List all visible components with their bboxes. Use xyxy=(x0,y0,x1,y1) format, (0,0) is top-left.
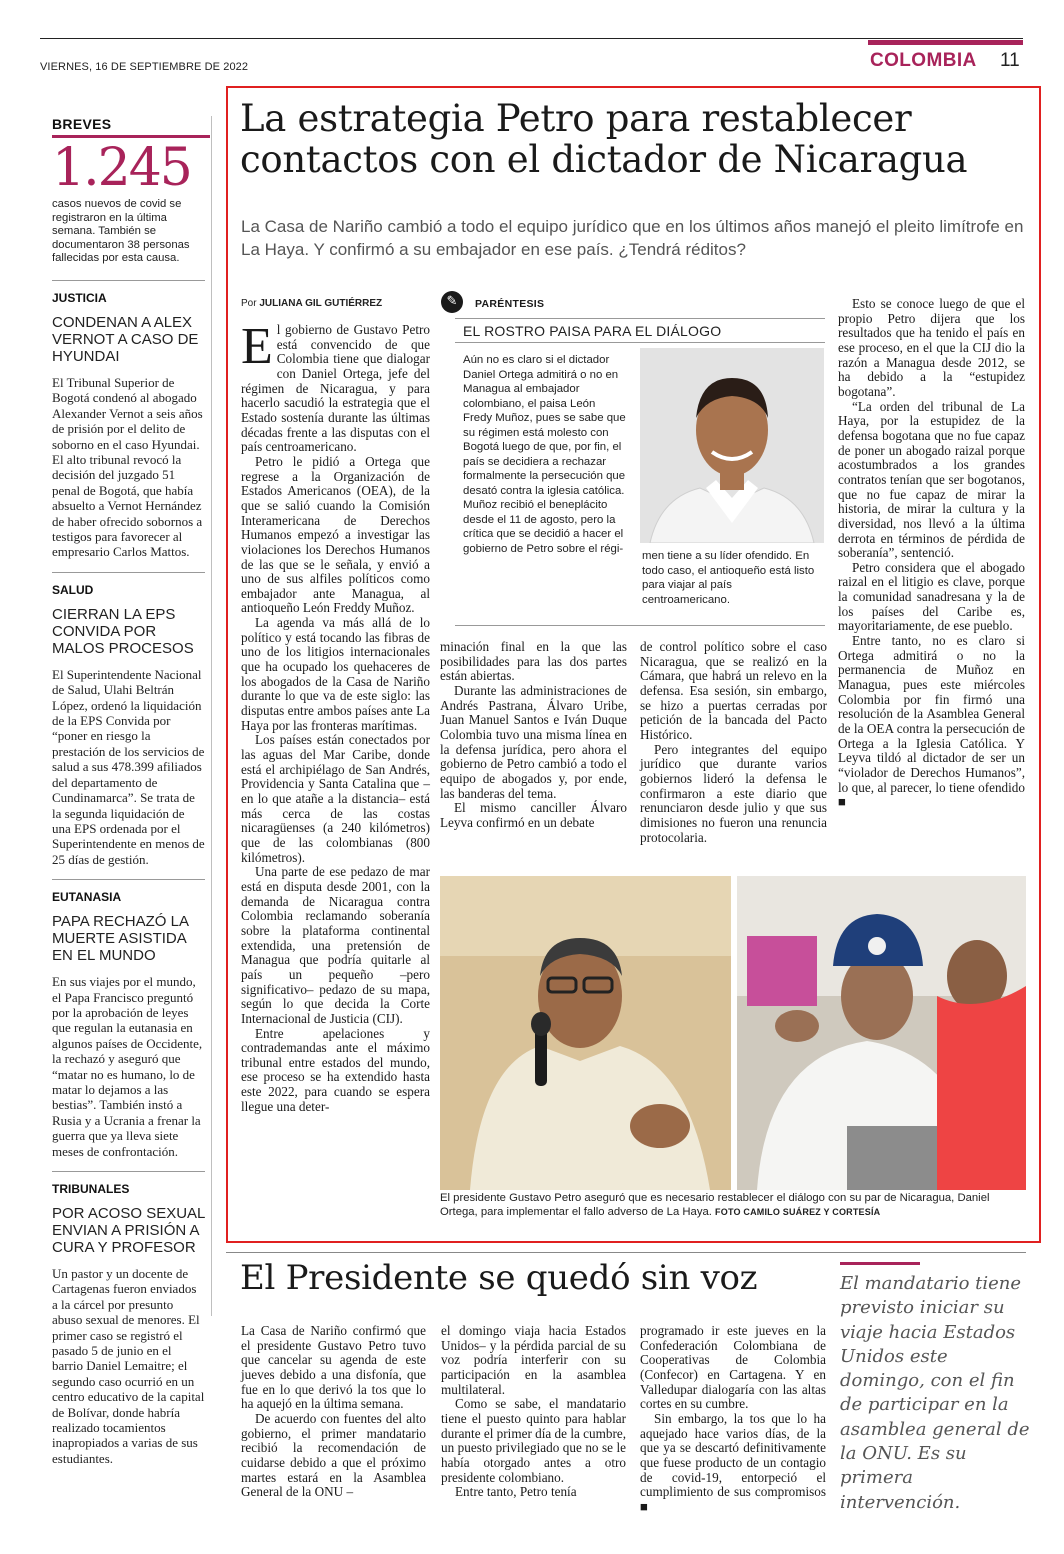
pull-quote-rule xyxy=(840,1262,920,1265)
pen-icon: ✎ xyxy=(441,291,463,313)
story-column-1 xyxy=(241,318,430,1114)
paragraph: Una parte de ese pedazo de mar está en disputa desde 2001, con la demanda de Nicaragua contra Colombia reclamando soberanía sobre la plataforma continental extendida, una pretensión de Managua que podría quitarle al país un pequeño –pero significativo– pedazo de su mapa, según lo que decida la Corte Internacional de Justicia (CIJ). xyxy=(241,864,430,1026)
story2-column-1 xyxy=(241,1324,426,1500)
ambassador-portrait xyxy=(640,348,824,543)
story-column-4 xyxy=(838,297,1025,810)
dropcap: E xyxy=(241,318,273,375)
brief-item xyxy=(52,280,205,560)
brief-category: EUTANASIA xyxy=(52,890,122,905)
brief-item xyxy=(52,572,205,867)
petro-illustration xyxy=(440,876,731,1190)
story-headline: La estrategia Petro para restablecer contactos con el dictador de Nicaragua xyxy=(240,97,968,181)
caption-text: El presidente Gustavo Petro aseguró que es necesario restablecer el diálogo con su par de Nicaragua, Daniel Ortega, para implementar el fallo adverso de La Haya. xyxy=(440,1192,990,1218)
brief-category: SALUD xyxy=(52,582,94,597)
parentesis-label: PARÉNTESIS xyxy=(475,298,545,310)
ortega-illustration xyxy=(737,876,1026,1190)
parentesis-rule xyxy=(455,318,825,319)
story2-column-2 xyxy=(441,1324,626,1500)
paragraph: de control político sobre el caso Nicaragua, que se realizó en la Cámara, que habrá un relevo en la defensa. Esa sesión, sin embargo, se hizo a puertas cerradas por petición de la bancada del Pacto Histórico. xyxy=(640,639,827,742)
story2-column-3 xyxy=(640,1324,826,1515)
parentesis-text-continued: men tiene a su líder ofendido. En todo caso, el antioqueño está listo para viajar al país centroamericano. xyxy=(642,550,815,606)
brief-body: Un pastor y un docente de Cartagenas fueron enviados a la cárcel por presunto abuso sexual de menores. El primer caso se registró el pasado 5 de junio en el barrio Daniel Lemaitre; el segundo caso ocurrió en un centro educativo de la capital de Bolívar, donde habría realizado tocamientos inapropiados a varias de sus estudiantes. xyxy=(52,1266,205,1466)
top-rule xyxy=(40,38,1023,39)
brief-item xyxy=(52,879,205,1159)
story2-top-rule xyxy=(226,1252,1026,1253)
ortega-photo xyxy=(737,876,1026,1190)
section-name: COLOMBIA xyxy=(870,50,977,71)
story-column-3 xyxy=(640,640,827,845)
petro-photo xyxy=(440,876,731,1190)
paragraph: Entre tanto, Petro tenía xyxy=(455,1484,577,1500)
parentesis-title: EL ROSTRO PAISA PARA EL DIÁLOGO xyxy=(463,323,722,339)
story-deck: La Casa de Nariño cambió a todo el equipo jurídico que en los últimos años manejó el pleito limítrofe en La Haya. Y confirmó a su embajador en ese país. ¿Tendrá réditos? xyxy=(241,217,1024,259)
paragraph: Entre tanto, no es claro si Ortega admitirá o no la permanencia de Muñoz en Managua, pues este miércoles Colombia por fin firmó una resolución de la Asamblea General de la OEA contra la persecución de Ortega a la Iglesia Católica. Y Leyva tildó al dictador de ser un “violador de Derechos Humanos”, lo que, al parecer, lo tiene ofendido ■ xyxy=(838,633,1025,810)
brief-headline: CIERRAN LA EPS CONVIDA POR MALOS PROCESOS xyxy=(52,605,194,657)
breves-label: BREVES xyxy=(52,116,112,132)
paragraph: programado ir este jueves en la Confederación Colombiana de Cooperativas de Colombia (Confecor) en Cartagena. Y en Valledupar dialogaría con las altas cortes en su cumbre. xyxy=(640,1323,826,1412)
brief-headline: CONDENAN A ALEX VERNOT A CASO DE HYUNDAI xyxy=(52,313,199,365)
issue-date: VIERNES, 16 DE SEPTIEMBRE DE 2022 xyxy=(40,61,249,73)
byline-prefix: Por xyxy=(241,298,257,309)
page-number: 11 xyxy=(1000,50,1020,71)
pull-quote: El mandatario tiene previsto iniciar su viaje hacia Estados Unidos este domingo, con el fin de participar en la asamblea general de la ONU. Es su primera intervención. xyxy=(840,1273,1030,1513)
brief-headline: POR ACOSO SEXUAL ENVIAN A PRISIÓN A CURA Y PROFESOR xyxy=(52,1205,205,1256)
paragraph: Sin embargo, la tos que lo ha aquejado hace varios días, de la que ya se descartó definitivamente que fuese producto de un contagio de covid-19, entorpeció el cumplimiento de sus compromisos ■ xyxy=(640,1410,826,1514)
story2-headline: El Presidente se quedó sin voz xyxy=(240,1258,758,1298)
paragraph: Petro le pidió a Ortega que regrese a la Organización de Estados Americanos (OEA), de la que se salió cuando la Comisión Interamericana de Derechos Humanos empezó a investigar las violaciones los Derechos Humanos de las que se le señala, y envió a uno de sus alfiles políticos como embajador ante Managua, al antioqueño León Freddy Muñoz. xyxy=(241,453,430,616)
paragraph: el domingo viaja hacia Estados Unidos– y la pérdida parcial de su voz podría interferir con su participación en la asamblea multilateral. xyxy=(441,1323,626,1397)
paragraph: Esto se conoce luego de que el propio Petro dijera que los resultados que ha tenido el país en ese proceso, en el que la CIJ dio la razón a Managua desde 2012, se ha debido a la “estupidez bogotana”. xyxy=(838,296,1025,399)
paragraph: La agenda va más allá de lo político y está tocando las fibras de uno de los litigios internacionales que ha ocupado los quehaceres de los abogados de la Casa de Nariño durante lo que va de este siglo: las disputas entre ambos países ante La Haya por las fronteras marítimas. xyxy=(241,615,430,733)
story-column-2 xyxy=(440,640,627,831)
byline xyxy=(241,298,382,309)
paragraph: Petro considera que el abogado raizal en el litigio es clave, porque la comunidad sanadresana y la de los países del Caribe es, mayoritariamente, de ese pueblo. xyxy=(838,559,1025,634)
paragraph: Durante las administraciones de Andrés Pastrana, Álvaro Uribe, Juan Manuel Santos e Iván Duque Colombia tuvo una misma línea en la defensa jurídica, pero ahora el gobierno de Petro cambió a todo el equipo de abogados y, por ende, las banderas del tema. xyxy=(440,682,627,801)
brief-category: JUSTICIA xyxy=(52,290,107,305)
brief-category: TRIBUNALES xyxy=(52,1182,130,1196)
paragraph: Como se sabe, el mandatario tiene el puesto quinto para hablar durante el primer día de la cumbre, un puesto privilegiado que no se le había otorgado antes a otro presidente colombiano. xyxy=(441,1396,626,1485)
covid-stat-text: casos nuevos de covid se registraron en la última semana. También se documentaron 38 personas fallecidas por esta causa. xyxy=(52,198,190,265)
portrait-illustration xyxy=(640,348,824,543)
parentesis-text: Aún no es claro si el dictador Daniel Ortega admitirá o no en Managua al embajador colombiano, el paisa León Fredy Muñoz, pues se sabe que su régimen está molesto con Bogotá luego de que, por fin, el país se decidiera a rechazar formalmente la persecución que desató contra la iglesia católica. Muñoz recibió el beneplácito desde el 11 de agosto, pero la crítica que se decidió a hacer el gobierno de Petro sobre el régi- xyxy=(463,354,626,555)
paragraph: Entre apelaciones y contrademandas ante el máximo tribunal entre estados del mundo, ese proceso se ha extendido hasta este 2022, para cuando se espera llegue una deter- xyxy=(241,1025,430,1114)
paragraph: “La orden del tribunal de La Haya, por la estupidez de la defensa bogotana que no fue capaz de poner un abogado raizal porque acostumbrados a los grandes contratos tenían que ser bogotanos, que no fue capaz de mirar la historia, de mirar la cultura y la diversidad, nos llevó a la última derrota en términos de pérdida de soberanía”, sentenció. xyxy=(838,398,1025,561)
paragraph: Pero integrantes del equipo jurídico que durante varios gobiernos lideró la defensa le confirmaron a este diario que renunciaron desde julio y que sus dimisiones no fueron una renuncia protocolaria. xyxy=(640,741,827,845)
paragraph: minación final en la que las posibilidades para las dos partes están abiertas. xyxy=(440,639,627,684)
brief-headline: PAPA RECHAZÓ LA MUERTE ASISTIDA EN EL MUNDO xyxy=(52,913,189,965)
brief-body: En sus viajes por el mundo, el Papa Francisco preguntó por la aprobación de leyes que regulan la eutanasia en algunos países de Occidente, la rechazó y aseguró que “matar no es humano, lo de matar lo dejamos a las bestias”. También instó a Rusia y a Ucrania a frenar la guerra que ya lleva siete meses de confrontación. xyxy=(52,974,203,1159)
byline-author: JULIANA GIL GUTIÉRREZ xyxy=(259,298,383,309)
brief-body: El Superintendente Nacional de Salud, Ulahi Beltrán López, ordenó la liquidación de la EPS Convida por “poner en riesgo la prestación de los servicios de salud a sus 478.399 afiliados del departamento de Cundinamarca”. Se trata de la segunda liquidación de una EPS ordenada por el Superintendente en menos de 25 días de gestión. xyxy=(52,666,205,867)
paragraph: De acuerdo con fuentes del alto gobierno, el primer mandatario recibió la recomendación de cuidarse debido a que el próximo martes estará en la Asamblea General de la ONU – xyxy=(241,1410,426,1500)
photo-credit: FOTO CAMILO SUÁREZ Y CORTESÍA xyxy=(715,1206,881,1217)
paragraph: La Casa de Nariño confirmó que el presidente Gustavo Petro tuvo que cancelar su agenda de este jueves debido a una disfonía, que fue en lo que derivó la tos que lo ha aquejó en la última semana. xyxy=(241,1323,426,1412)
breves-sidebar xyxy=(52,116,212,1466)
section-accent-bar xyxy=(868,40,1023,45)
parentesis-rule xyxy=(455,625,825,626)
brief-body: El Tribunal Superior de Bogotá condenó al abogado Alexander Vernot a seis años de prisión por el delito de soborno en el caso Hyundai. El alto tribunal revocó la decisión del juzgado 51 penal de Bogotá, que había absuelto a Vernot Hernández de haber ofrecido sobornos a testigos para favorecer al empresario Carlos Mattos. xyxy=(52,374,203,560)
parentesis-rule xyxy=(455,342,825,343)
covid-stat-value: 1.245 xyxy=(52,138,191,198)
paragraph: El mismo canciller Álvaro Leyva confirmó en un debate xyxy=(440,800,627,830)
paragraph: El gobierno de Gustavo Petro está convencido de que Colombia tiene que dialogar con Daniel Ortega, jefe del régimen de Nicaragua, y para hacerlo sacudió la estrategia que el Estado sostenía durante las últimas décadas frente a las disputas con el país centroamericano. xyxy=(241,318,430,455)
paragraph: Los países están conectados por las aguas del Mar Caribe, donde está el archipiélago de San Andrés, Providencia y Santa Catalina que –en lo que atañe a la distancia– está más cerca de las costas nicaragüenses (a 240 kilómetros) que de las colombianas (800 kilómetros). xyxy=(241,732,430,865)
photo-caption xyxy=(440,1192,1026,1220)
brief-item xyxy=(52,1171,205,1466)
